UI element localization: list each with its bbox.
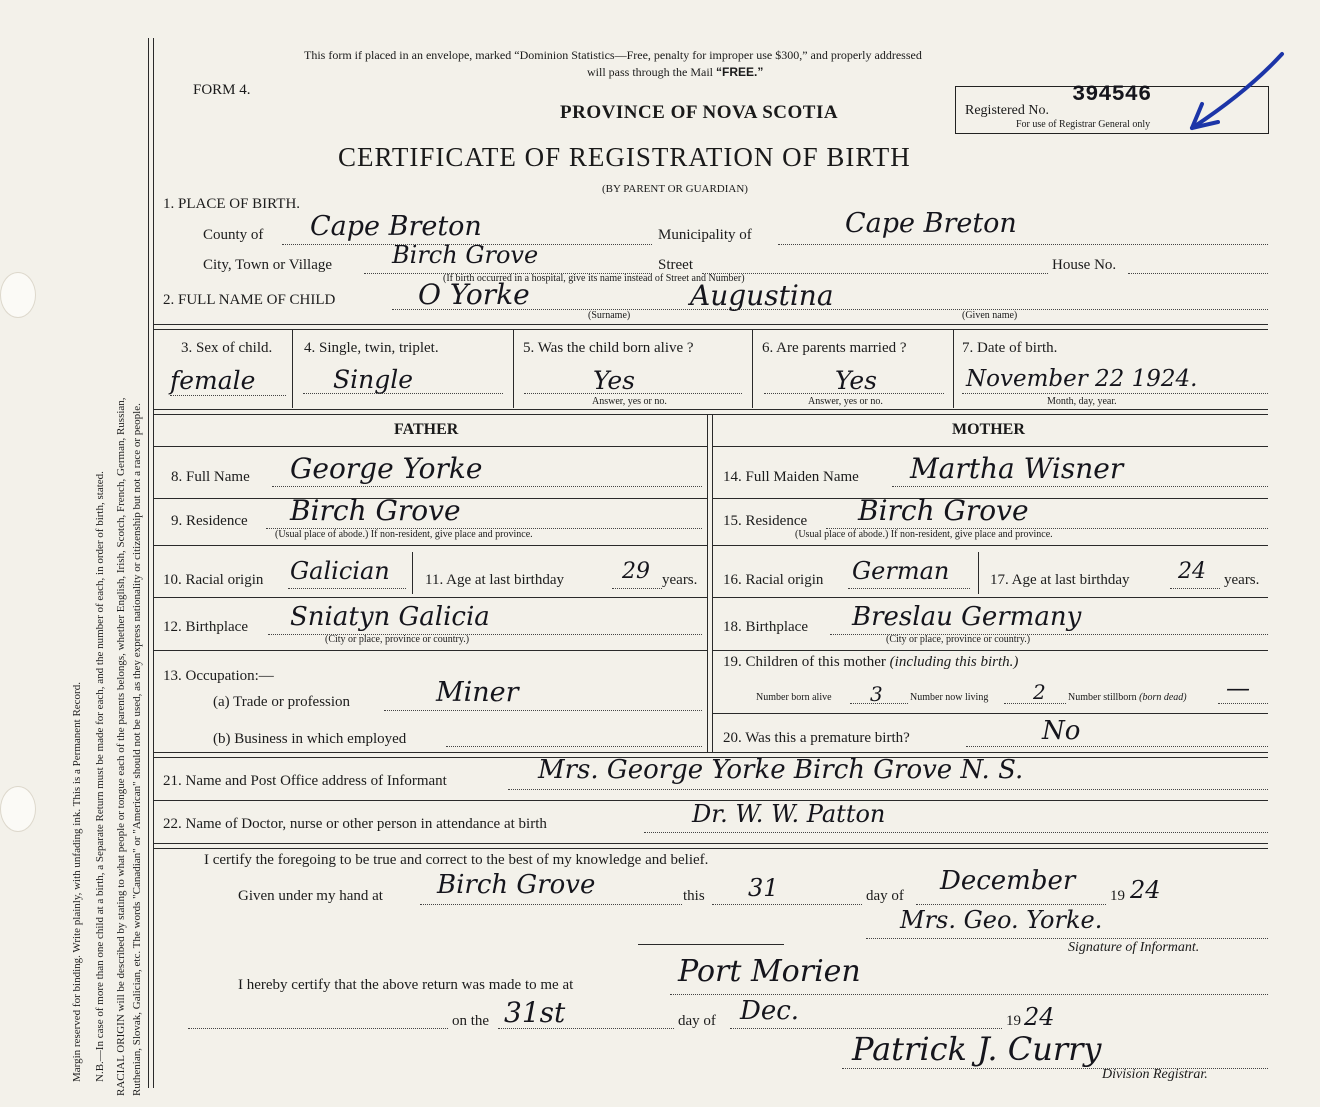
house-no-label: House No. <box>1052 257 1117 273</box>
mother-residence-label: 15. Residence <box>723 513 808 529</box>
rule-heading-father <box>153 446 707 447</box>
rule-m4 <box>713 650 1268 651</box>
certificate-title: CERTIFICATE OF REGISTRATION OF BIRTH <box>338 142 911 172</box>
mother-birthplace-value: Breslau Germany <box>852 602 1082 632</box>
rule-separator <box>638 944 784 945</box>
stillborn-text: Number stillborn <box>1068 692 1137 703</box>
rule-2b <box>153 414 1268 415</box>
return-day-of-label: day of <box>678 1013 716 1029</box>
rule-f2 <box>153 545 707 546</box>
doctor-label: 22. Name of Doctor, nurse or other person in attendance at birth <box>163 816 547 832</box>
registered-label: Registered No. <box>965 103 1049 118</box>
mother-heading: MOTHER <box>952 421 1025 438</box>
father-heading: FATHER <box>394 421 459 438</box>
plurality-value: Single <box>333 365 414 394</box>
vrule-3a <box>292 330 293 408</box>
rule-5 <box>153 843 1268 844</box>
rule-1 <box>153 324 1268 325</box>
mother-residence-value: Birch Grove <box>858 494 1029 527</box>
informant-value: Mrs. George Yorke Birch Grove N. S. <box>538 755 1024 785</box>
sex-value: female <box>170 366 256 395</box>
vrule-3d <box>953 330 954 408</box>
county-value: Cape Breton <box>310 211 482 242</box>
return-place-value: Port Morien <box>678 954 861 989</box>
rule-m3 <box>713 597 1268 598</box>
city-label: City, Town or Village <box>203 257 333 273</box>
mother-racial-value: German <box>852 557 950 585</box>
county-label: County of <box>203 227 264 243</box>
hospital-note: (If birth occurred in a hospital, give its name instead of Street and Number) <box>443 273 745 284</box>
child-name-label: 2. FULL NAME OF CHILD <box>163 292 336 308</box>
rule-2 <box>153 409 1268 410</box>
mother-children-label <box>723 654 1018 671</box>
alive-label: 5. Was the child born alive ? <box>523 340 694 356</box>
day-line <box>712 904 862 905</box>
registrar-signature: Patrick J. Curry <box>852 1030 1102 1068</box>
house-line <box>1128 273 1268 274</box>
father-residence-label: 9. Residence <box>171 513 248 529</box>
margin-note-1: Margin reserved for binding. Write plainly, with unfading ink. This is a Permanent Record. <box>71 682 83 1082</box>
center-divider-a <box>707 415 708 752</box>
vrule-3c <box>752 330 753 408</box>
mother-residence-note: (Usual place of abode.) If non-resident, give place and province. <box>795 529 1053 540</box>
rule-heading-mother <box>713 446 1268 447</box>
return-year-suffix: 24 <box>1024 1003 1055 1031</box>
father-business-line <box>446 746 702 747</box>
children-label-italic: (including this birth.) <box>889 654 1019 670</box>
father-racial-label: 10. Racial origin <box>163 572 264 588</box>
surname-note: (Surname) <box>588 310 631 321</box>
year-suffix: 24 <box>1130 876 1161 904</box>
on-the-label: on the <box>452 1013 490 1029</box>
father-age-label: 11. Age at last birthday <box>425 572 564 588</box>
dob-label: 7. Date of birth. <box>962 340 1058 356</box>
left-border-inner <box>153 38 154 1088</box>
this-label: this <box>683 888 705 904</box>
certificate-subtitle: (BY PARENT OR GUARDIAN) <box>602 183 748 195</box>
alive-value: Yes <box>593 366 635 395</box>
return-month-line <box>730 1028 1002 1029</box>
father-birthplace-value: Sniatyn Galicia <box>290 602 490 632</box>
mail-notice-text: will pass through the Mail <box>587 65 713 79</box>
return-year-prefix: 19 <box>1006 1013 1021 1029</box>
vrule-f-age <box>412 552 413 594</box>
rule-5b <box>153 848 1268 849</box>
return-place-line <box>670 994 1268 995</box>
stillborn-value: — <box>1226 674 1250 702</box>
father-trade-label: (a) Trade or profession <box>213 694 351 710</box>
dob-note: Month, day, year. <box>1047 396 1117 407</box>
stillborn-line <box>1218 703 1268 704</box>
street-line <box>702 273 1048 274</box>
alive-note: Answer, yes or no. <box>592 396 667 407</box>
rule-3 <box>153 752 1268 753</box>
certify-day: 31 <box>748 874 779 902</box>
father-occupation-label: 13. Occupation:— <box>163 668 274 684</box>
return-month-value: Dec. <box>740 996 800 1026</box>
dob-value: November 22 1924. <box>966 366 1198 392</box>
married-value: Yes <box>835 366 877 395</box>
place-of-birth-heading: 1. PLACE OF BIRTH. <box>163 196 301 212</box>
free-label: “FREE.” <box>716 65 764 79</box>
father-trade-value: Miner <box>436 677 519 708</box>
informant-signature: Mrs. Geo. Yorke. <box>900 906 1103 934</box>
father-name-value: George Yorke <box>290 452 483 485</box>
sex-label: 3. Sex of child. <box>181 340 273 356</box>
certify-text: I certify the foregoing to be true and correct to the best of my knowledge and belief. <box>204 852 709 868</box>
rule-f3 <box>153 597 707 598</box>
mother-name-line <box>892 486 1268 487</box>
born-alive-label: Number born alive <box>756 692 832 703</box>
father-name-label: 8. Full Name <box>171 469 250 485</box>
father-birthplace-note: (City or place, province or country.) <box>325 634 470 645</box>
child-given-name: Augustina <box>690 279 834 312</box>
city-value: Birch Grove <box>392 241 539 269</box>
mother-years-label: years. <box>1224 572 1260 588</box>
stillborn-label <box>1068 692 1187 703</box>
division-registrar-label: Division Registrar. <box>1102 1067 1208 1082</box>
father-years-label: years. <box>662 572 698 588</box>
rule-1b <box>153 329 1268 330</box>
given-under-label: Given under my hand at <box>238 888 383 904</box>
father-racial-value: Galician <box>290 557 390 585</box>
vrule-3b <box>513 330 514 408</box>
father-business-label: (b) Business in which employed <box>213 731 407 747</box>
doctor-value: Dr. W. W. Patton <box>692 800 886 828</box>
mother-age-value: 24 <box>1178 559 1206 584</box>
left-border <box>148 38 149 1088</box>
mother-name-value: Martha Wisner <box>910 452 1124 485</box>
return-day-value: 31st <box>504 996 566 1029</box>
month-line <box>916 904 1106 905</box>
registrar-note: For use of Registrar General only <box>1016 119 1151 130</box>
informant-label: 21. Name and Post Office address of Informant <box>163 773 447 789</box>
given-place-line <box>420 904 682 905</box>
registered-number: 394546 <box>1072 82 1152 107</box>
married-note: Answer, yes or no. <box>808 396 883 407</box>
return-text: I hereby certify that the above return was made to me at <box>238 977 574 993</box>
mail-notice-line2 <box>587 65 763 80</box>
father-trade-line <box>384 710 702 711</box>
now-living-label: Number now living <box>910 692 989 703</box>
binding-hole-bottom <box>0 786 36 832</box>
premature-value: No <box>1042 716 1081 746</box>
rule-m2 <box>713 545 1268 546</box>
father-age-line <box>612 588 662 589</box>
street-label: Street <box>658 257 693 273</box>
dob-line <box>962 393 1268 394</box>
mother-racial-line <box>848 588 970 589</box>
province-heading: PROVINCE OF NOVA SCOTIA <box>560 102 839 123</box>
stillborn-italic: (born dead) <box>1139 692 1187 703</box>
children-label-main: 19. Children of this mother <box>723 654 886 670</box>
mother-name-label: 14. Full Maiden Name <box>723 469 859 485</box>
father-residence-value: Birch Grove <box>290 494 461 527</box>
given-place-value: Birch Grove <box>437 870 596 900</box>
doctor-line <box>644 832 1268 833</box>
vrule-m-age <box>978 552 979 594</box>
born-alive-value: 3 <box>870 682 883 706</box>
premature-line <box>966 746 1268 747</box>
municipality-value: Cape Breton <box>845 208 1017 239</box>
mail-notice-line1: This form if placed in an envelope, marked “Dominion Statistics—Free, penalty for improper use $300,” and properly addressed <box>304 48 922 62</box>
mother-racial-label: 16. Racial origin <box>723 572 824 588</box>
margin-note-4: Ruthenian, Slovak, Galician, etc. The words "Canadian" or "American" should not be used, as they express nationality or citizenship but not a race or people. <box>131 403 143 1096</box>
child-surname: O Yorke <box>418 278 530 311</box>
sex-line <box>170 395 286 396</box>
form-number: FORM 4. <box>193 82 251 98</box>
married-label: 6. Are parents married ? <box>762 340 907 356</box>
year-prefix: 19 <box>1110 888 1125 904</box>
certify-month: December <box>940 866 1076 896</box>
center-divider-b <box>712 415 713 752</box>
signature-line <box>866 938 1268 939</box>
mother-birthplace-note: (City or place, province or country.) <box>886 634 1031 645</box>
plurality-label: 4. Single, twin, triplet. <box>304 340 439 356</box>
given-name-note: (Given name) <box>962 310 1018 321</box>
premature-label: 20. Was this a premature birth? <box>723 730 910 746</box>
rule-m5 <box>713 713 1268 714</box>
on-the-lead-line <box>188 1028 448 1029</box>
binding-hole-top <box>0 272 36 318</box>
municipality-label: Municipality of <box>658 227 752 243</box>
rule-f4 <box>153 650 707 651</box>
mother-birthplace-label: 18. Birthplace <box>723 619 808 635</box>
father-racial-line <box>288 588 406 589</box>
father-birthplace-label: 12. Birthplace <box>163 619 248 635</box>
father-age-value: 29 <box>622 559 650 584</box>
margin-note-3: RACIAL ORIGIN will be described by stating to what people or tongue each of the parents belongs, whether English, Irish, Scotch, French, German, Russian, <box>115 397 127 1096</box>
now-living-value: 2 <box>1033 680 1046 704</box>
informant-line <box>508 789 1268 790</box>
municipality-line <box>778 244 1268 245</box>
day-of-label: day of <box>866 888 904 904</box>
father-name-line <box>272 486 702 487</box>
signature-of-informant-label: Signature of Informant. <box>1068 940 1200 955</box>
mother-age-line <box>1170 588 1220 589</box>
father-residence-note: (Usual place of abode.) If non-resident, give place and province. <box>275 529 533 540</box>
margin-note-2: N.B.—In case of more than one child at a birth, a Separate Return must be made for each, and the number of each, in order of birth, stated. <box>94 471 106 1082</box>
mother-age-label: 17. Age at last birthday <box>990 572 1130 588</box>
blue-pen-arrow <box>1170 48 1290 138</box>
